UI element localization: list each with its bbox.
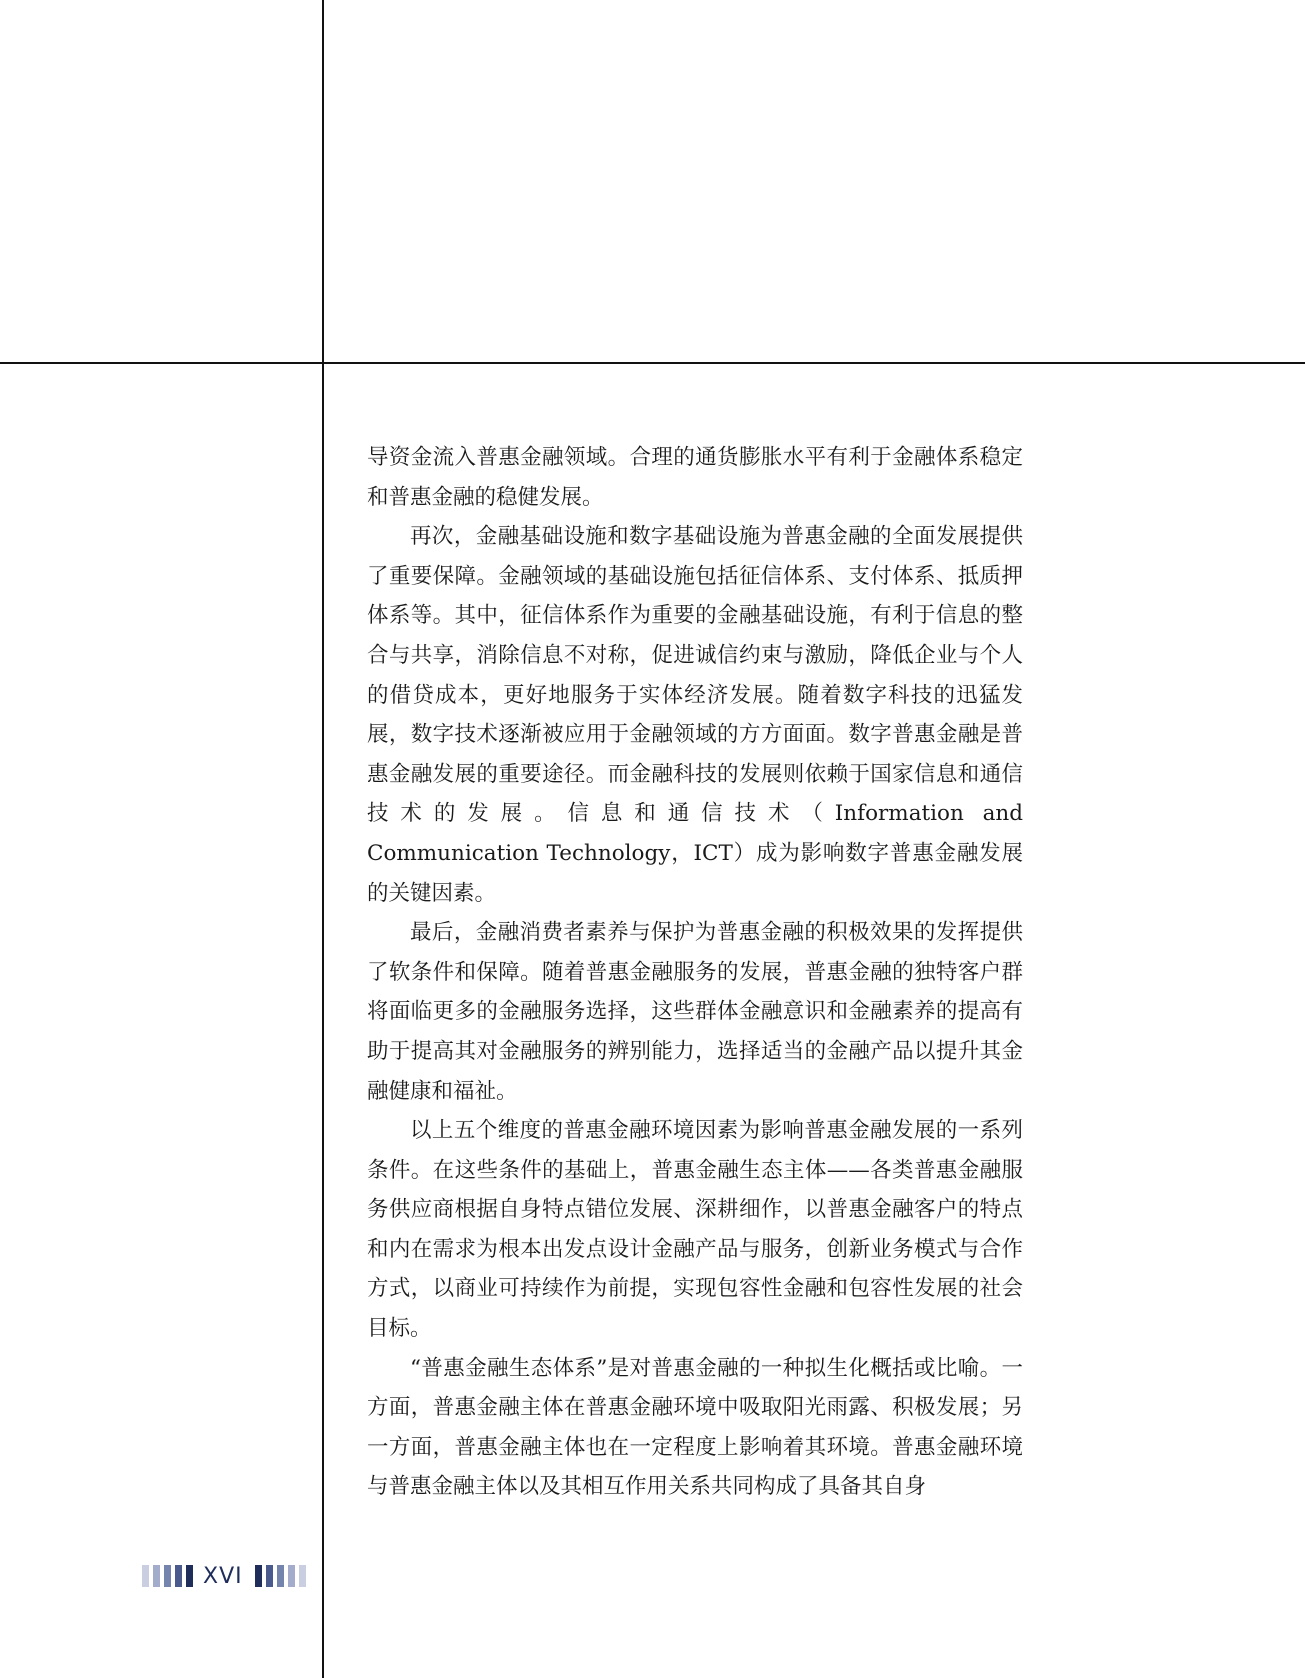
footer-bars-right-icon [251,1565,306,1587]
paragraph-5: “普惠金融生态体系”是对普惠金融的一种拟生化概括或比喻。一方面，普惠金融主体在普惠金融环境中吸取阳光雨露、积极发展；另一方面，普惠金融主体也在一定程度上影响着其环境。普惠金融环境与普惠金融主体以及其相互作用关系共同构成了具备其自身 [367,1355,1023,1500]
paragraph-4: 以上五个维度的普惠金融环境因素为影响普惠金融发展的一系列条件。在这些条件的基础上，普惠金融生态主体——各类普惠金融服务供应商根据自身特点错位发展、深耕细作，以普惠金融客户的特点和内在需求为根本出发点设计金融产品与服务，创新业务模式与合作方式，以商业可持续作为前提，实现包容性金融和包容性发展的社会目标。 [367,1118,1023,1342]
vertical-rule [322,0,324,1678]
page-footer [142,1563,306,1589]
page-number: XVI [203,1563,243,1589]
paragraph-3: 最后，金融消费者素养与保护为普惠金融的积极效果的发挥提供了软条件和保障。随着普惠金融服务的发展，普惠金融的独特客户群将面临更多的金融服务选择，这些群体金融意识和金融素养的提高有助于提高其对金融服务的辨别能力，选择适当的金融产品以提升其金融健康和福祉。 [367,920,1023,1104]
horizontal-rule [0,362,1305,364]
paragraph-2: 再次，金融基础设施和数字基础设施为普惠金融的全面发展提供了重要保障。金融领域的基础设施包括征信体系、支付体系、抵质押体系等。其中，征信体系作为重要的金融基础设施，有利于信息的整合与共享，消除信息不对称，促进诚信约束与激励，降低企业与个人的借贷成本，更好地服务于实体经济发展。随着数字科技的迅猛发展，数字技术逐渐被应用于金融领域的方方面面。数字普惠金融是普惠金融发展的重要途径。而金融科技的发展则依赖于国家信息和通信技术的发展。信息和通信技术（Information and Communication Technology，ICT）成为影响数字普惠金融发展的关键因素。 [367,524,1023,906]
footer-bars-left-icon [142,1565,197,1587]
paragraph-1: 导资金流入普惠金融领域。合理的通货膨胀水平有利于金融体系稳定和普惠金融的稳健发展。 [367,445,1023,510]
body-text [367,438,1023,1507]
